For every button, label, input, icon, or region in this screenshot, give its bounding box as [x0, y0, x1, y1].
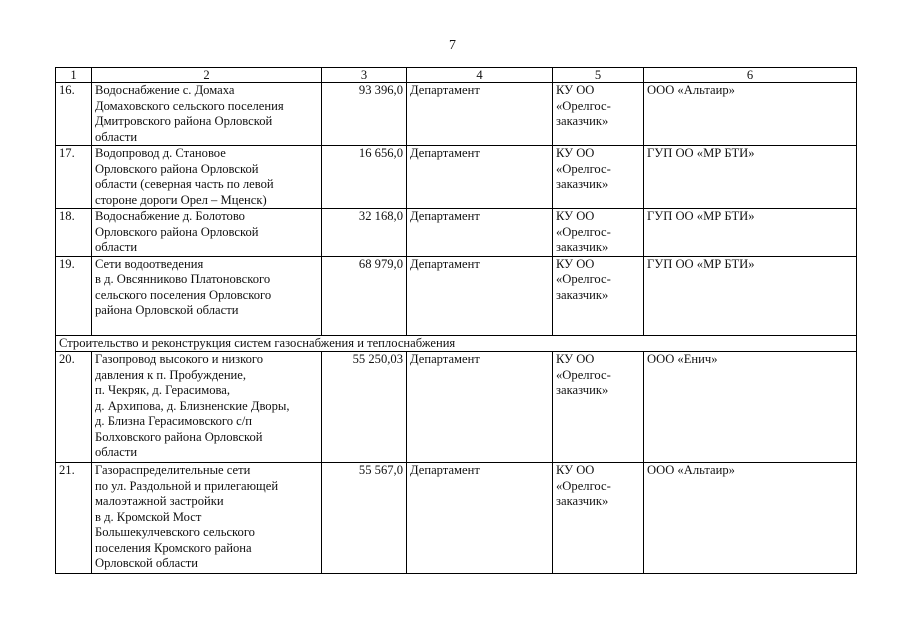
cell-line: Водопровод д. Становое	[95, 146, 226, 160]
cell-line: «Орелгос-	[556, 478, 611, 493]
amount: 32 168,0	[322, 209, 407, 257]
table-body-water	[56, 83, 857, 336]
cell-line: сельского поселения Орловского	[95, 287, 272, 302]
row-number: 20.	[56, 352, 92, 463]
cell-line: Болховского района Орловской	[95, 429, 263, 444]
cell-line: области	[95, 445, 138, 459]
cell-line: Домаховского сельского поселения	[95, 98, 284, 113]
cell-line: Сети водоотведения	[95, 256, 204, 271]
table-row	[56, 352, 857, 463]
contractor: ГУП ОО «МР БТИ»	[644, 209, 857, 257]
cell-line: КУ ОО	[556, 209, 595, 223]
customer	[553, 209, 644, 257]
object-name	[92, 146, 322, 209]
cell-line: д. Близна Герасимовского с/п	[95, 414, 253, 428]
cell-line: Водоснабжение д. Болотово	[95, 209, 245, 223]
contractor: ГУП ОО «МР БТИ»	[644, 146, 857, 209]
cell-line: заказчик»	[556, 240, 609, 254]
column-header: 4	[407, 68, 553, 83]
cell-line: п. Чекряк, д. Герасимова,	[95, 383, 231, 397]
cell-line: Большекулчевского сельского	[95, 525, 255, 539]
cell-line: в д. Овсянниково Платоновского	[95, 272, 271, 286]
department: Департамент	[407, 463, 553, 574]
cell-line: заказчик»	[556, 287, 609, 302]
table-row	[56, 256, 857, 335]
table-row	[56, 463, 857, 574]
cell-line: КУ ОО	[556, 146, 595, 160]
column-header: 2	[92, 68, 322, 83]
cell-line: Газораспределительные сети	[95, 463, 251, 477]
customer	[553, 256, 644, 335]
table-row	[56, 209, 857, 257]
cell-line: по ул. Раздольной и прилегающей	[95, 478, 279, 493]
cell-line: Орловского района Орловской	[95, 224, 259, 239]
cell-line: поселения Кромского района	[95, 540, 252, 555]
object-name	[92, 83, 322, 146]
cell-line: КУ ОО	[556, 256, 595, 271]
amount: 16 656,0	[322, 146, 407, 209]
object-name	[92, 256, 322, 335]
cell-line: Орловской области	[95, 556, 199, 570]
section-header-group	[56, 335, 857, 352]
cell-line: Газопровод высокого и низкого	[95, 352, 264, 366]
cell-line: области (северная часть по левой	[95, 177, 274, 191]
contractor: ООО «Альтаир»	[644, 83, 857, 146]
header-row	[56, 68, 857, 83]
department: Департамент	[407, 352, 553, 463]
column-header: 3	[322, 68, 407, 83]
cell-line: КУ ОО	[556, 83, 595, 97]
cell-line: «Орелгос-	[556, 367, 611, 382]
customer	[553, 83, 644, 146]
object-name	[92, 352, 322, 463]
column-header: 5	[553, 68, 644, 83]
cell-line: области	[95, 129, 138, 144]
row-number: 18.	[56, 209, 92, 257]
object-name	[92, 463, 322, 574]
department: Департамент	[407, 209, 553, 257]
cell-line: «Орелгос-	[556, 98, 611, 113]
amount: 55 567,0	[322, 463, 407, 574]
amount: 68 979,0	[322, 256, 407, 335]
section-title: Строительство и реконструкция систем газоснабжения и теплоснабжения	[56, 335, 857, 352]
amount: 55 250,03	[322, 352, 407, 463]
section-row	[56, 335, 857, 352]
cell-line: Орловского района Орловской	[95, 161, 259, 176]
contractor: ООО «Альтаир»	[644, 463, 857, 574]
department: Департамент	[407, 146, 553, 209]
table-body-gas	[56, 352, 857, 574]
cell-line: заказчик»	[556, 494, 609, 508]
page-number: 7	[449, 38, 456, 53]
cell-line: района Орловской области	[95, 303, 239, 317]
table-row	[56, 83, 857, 146]
contractor: ООО «Енич»	[644, 352, 857, 463]
table-row	[56, 146, 857, 209]
contractor: ГУП ОО «МР БТИ»	[644, 256, 857, 335]
cell-line: «Орелгос-	[556, 272, 611, 286]
row-number: 21.	[56, 463, 92, 574]
department: Департамент	[407, 83, 553, 146]
row-number: 17.	[56, 146, 92, 209]
customer	[553, 463, 644, 574]
table-header	[56, 68, 857, 83]
cell-line: заказчик»	[556, 177, 609, 191]
cell-line: заказчик»	[556, 114, 609, 128]
cell-line: д. Архипова, д. Близненские Дворы,	[95, 398, 290, 413]
cell-line: области	[95, 240, 138, 254]
cell-line: КУ ОО	[556, 352, 595, 366]
cell-line: малоэтажной застройки	[95, 494, 224, 508]
cell-line: КУ ОО	[556, 463, 595, 477]
document-table	[55, 67, 857, 574]
cell-line: Дмитровского района Орловской	[95, 114, 273, 128]
cell-line: стороне дороги Орел – Мценск)	[95, 192, 267, 207]
column-header: 6	[644, 68, 857, 83]
customer	[553, 352, 644, 463]
row-number: 16.	[56, 83, 92, 146]
cell-line: давления к п. Пробуждение,	[95, 367, 247, 382]
column-header: 1	[56, 68, 92, 83]
amount: 93 396,0	[322, 83, 407, 146]
cell-line: заказчик»	[556, 383, 609, 397]
object-name	[92, 209, 322, 257]
cell-line: «Орелгос-	[556, 161, 611, 176]
cell-line: Водоснабжение с. Домаха	[95, 83, 235, 97]
row-number: 19.	[56, 256, 92, 335]
cell-line: «Орелгос-	[556, 224, 611, 239]
cell-line: в д. Кромской Мост	[95, 509, 202, 524]
department: Департамент	[407, 256, 553, 335]
customer	[553, 146, 644, 209]
